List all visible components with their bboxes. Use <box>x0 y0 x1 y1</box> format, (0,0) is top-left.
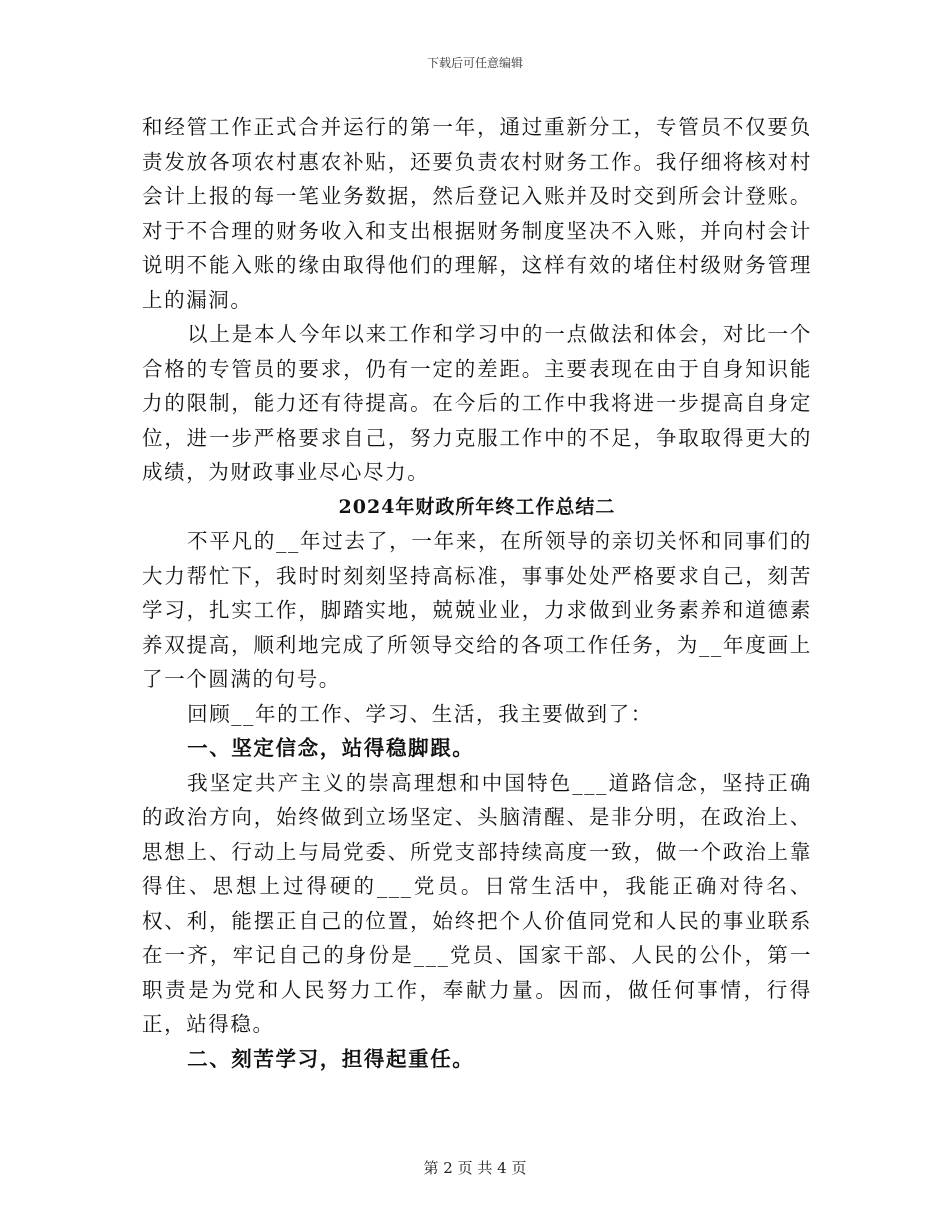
heading-study-hard: 二、刻苦学习，担得起重任。 <box>187 1046 475 1071</box>
paragraph-review: 回顾__年的工作、学习、生活，我主要做到了： <box>187 701 653 726</box>
document-body <box>142 110 812 1076</box>
paragraph-continuation: 和经管工作正式合并运行的第一年，通过重新分工，专管员不仅要负责发放各项农村惠农补贴，还要负责农村财务工作。我仔细将核对村会计上报的每一笔业务数据，然后登记入账并及时交到所会计登账。对于不合理的财务收入和支出根据财务制度坚决不入账，并向村会计说明不能入账的缘由取得他们的理解，这样有效的堵住村级财务管理上的漏洞。 <box>142 115 812 312</box>
page-header-note: 下载后可任意编辑 <box>426 56 523 70</box>
section-title: 2024年财政所年终工作总结二 <box>338 495 616 518</box>
paragraph-intro: 不平凡的__年过去了，一年来，在所领导的亲切关怀和同事们的大力帮忙下，我时时刻刻坚持高标准，事事处处严格要求自己，刻苦学习，扎实工作，脚踏实地，兢兢业业，力求做到业务素养和道德素养双提高，顺利地完成了所领导交给的各项工作任务，为__年度画上了一个圆满的句号。 <box>142 529 812 691</box>
paragraph-belief: 我坚定共产主义的崇高理想和中国特色___道路信念，坚持正确的政治方向，始终做到立场坚定、头脑清醒、是非分明，在政治上、思想上、行动上与局党委、所党支部持续高度一致，做一个政治上靠得住、思想上过得硬的___党员。日常生活中，我能正确对待名、权、利，能摆正自己的位置，始终把个人价值同党和人民的事业联系在一齐，牢记自己的身份是___党员、国家干部、人民的公仆，第一职责是为党和人民努力工作，奉献力量。因而，做任何事情，行得正，站得稳。 <box>142 770 812 1036</box>
paragraph-conclusion: 以上是本人今年以来工作和学习中的一点做法和体会，对比一个合格的专管员的要求，仍有一定的差距。主要表现在由于自身知识能力的限制，能力还有待提高。在今后的工作中我将进一步提高自身定位，进一步严格要求自己，努力克服工作中的不足，争取取得更大的成绩，为财政事业尽心尽力。 <box>142 322 812 484</box>
heading-firm-belief: 一、坚定信念，站得稳脚跟。 <box>187 736 475 760</box>
page-number: 第 2 页 共 4 页 <box>423 1159 527 1177</box>
